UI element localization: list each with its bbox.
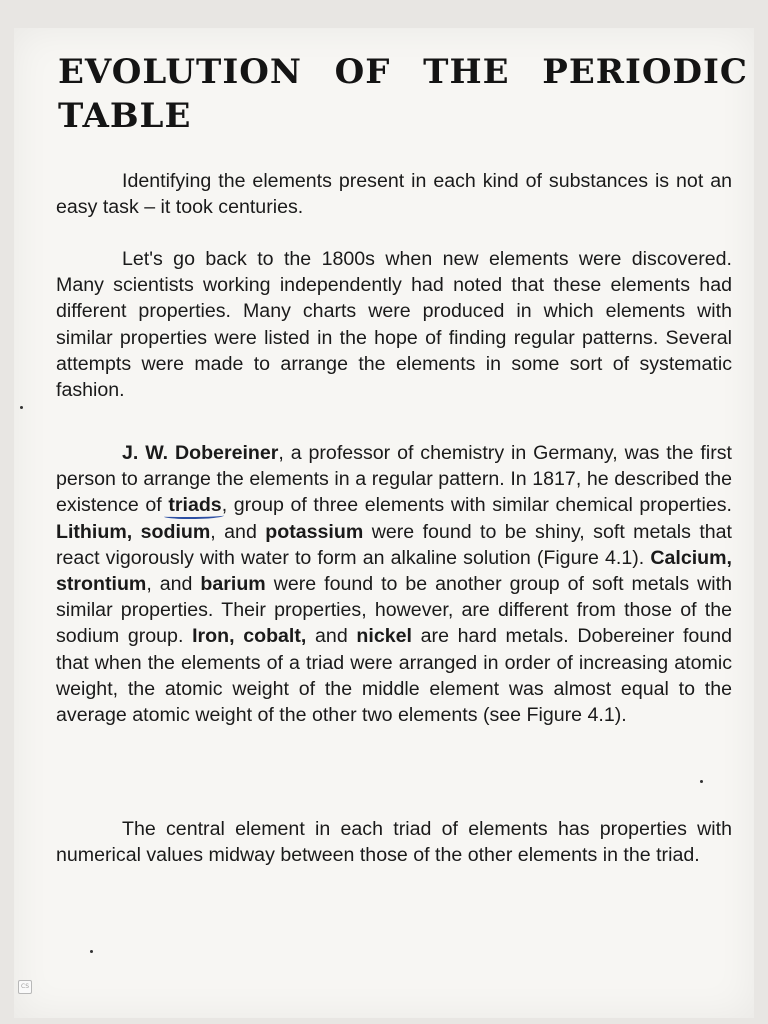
text-segment: and (306, 625, 357, 648)
text-segment: are hard metals. Dobereiner found that when the elements of a triad were arranged in order of increasing atomic weight, the atomic weight of the middle element was almost equal to the average atomic weight of the other two elements (see Figure 4.1). (56, 625, 732, 727)
text-segment: were found to be another group of soft metals with similar properties. Their properties, however, are different from those of the sodium group. (56, 573, 732, 648)
term-potassium: potassium (265, 520, 364, 543)
paragraph-1800s: Let's go back to the 1800s when new elements were discovered. Many scientists working independently had noted that these elements had different properties. Many charts were produced in which elements with similar properties were listed in the hope of finding regular patterns. Several attempts were made to arrange the elements in some sort of systematic fashion. (56, 248, 732, 402)
name-dobereiner: J. W. Dobereiner (122, 442, 279, 464)
term-iron-cobalt: Iron, cobalt, (192, 625, 307, 648)
paragraph-dobereiner (56, 440, 732, 728)
text-segment: , and (210, 520, 266, 543)
text-segment: , group of three elements with similar chemical properties. (221, 494, 732, 517)
page-title: EVOLUTION OF THE PERIODIC TABLE (58, 52, 748, 136)
text-segment: were found to be shiny, soft metals that react vigorously with water to form an alkaline solution (Figure 4.1). (56, 520, 732, 569)
paragraph-central-element: The central element in each triad of elements has properties with numerical values midway between those of the other elements in the triad. (56, 818, 732, 867)
term-lithium-sodium: Lithium, sodium (56, 520, 211, 543)
text-segment: , and (146, 573, 201, 596)
scan-speck (700, 780, 703, 783)
scan-speck (90, 950, 93, 953)
scanner-logo-icon: CS (18, 980, 32, 994)
scanned-page (14, 28, 754, 1018)
term-triads-underlined: triads (168, 494, 222, 517)
paragraph-intro: Identifying the elements present in each kind of substances is not an easy task – it took centuries. (56, 170, 732, 219)
term-nickel: nickel (356, 625, 412, 648)
term-barium: barium (200, 573, 266, 596)
scan-speck (20, 406, 23, 409)
text-segment: , a professor of chemistry in Germany, was the first person to arrange the elements in a regular pattern. In 1817, he described the existence of (56, 442, 732, 517)
term-calcium-strontium: Calcium, strontium (56, 546, 732, 596)
